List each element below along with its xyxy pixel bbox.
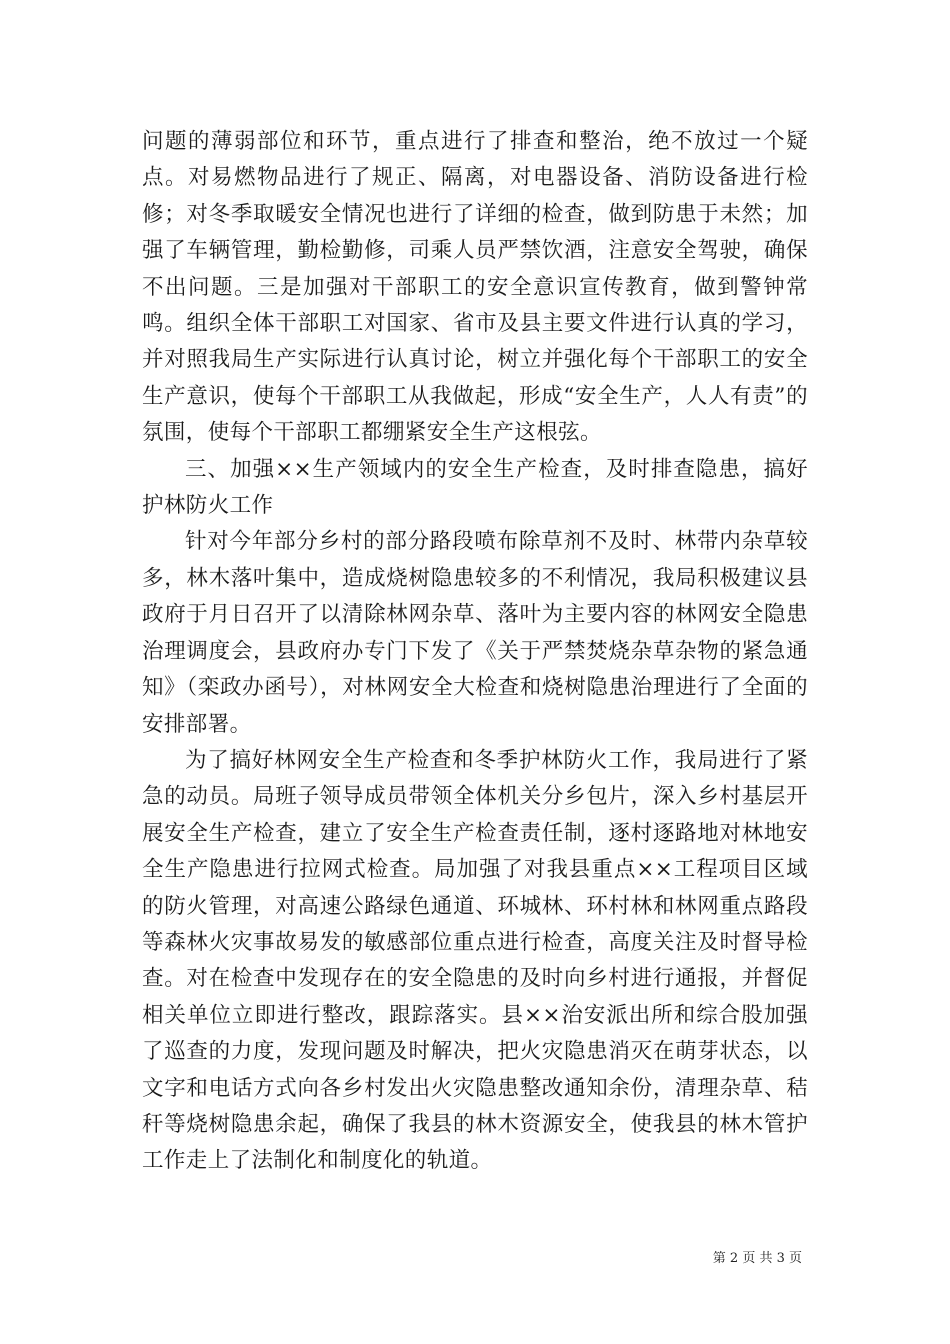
- document-body: [142, 124, 808, 1180]
- paragraph: 为了搞好林网安全生产检查和冬季护林防火工作，我局进行了紧急的动员。局班子领导成员带领全体机关分乡包片，深入乡村基层开展安全生产检查，建立了安全生产检查责任制，逐村逐路地对林地安全生产隐患进行拉网式检查。局加强了对我县重点××工程项目区域的防火管理，对高速公路绿色通道、环城林、环村林和林网重点路段等森林火灾事故易发的敏感部位重点进行检查，高度关注及时督导检查。对在检查中发现存在的安全隐患的及时向乡村进行通报，并督促相关单位立即进行整改，跟踪落实。县××治安派出所和综合股加强了巡查的力度，发现问题及时解决，把火灾隐患消灭在萌芽状态，以文字和电话方式向各乡村发出火灾隐患整改通知余份，清理杂草、秸秆等烧树隐患余起，确保了我县的林木资源安全，使我县的林木管护工作走上了法制化和制度化的轨道。: [142, 747, 808, 1174]
- paragraph: 针对今年部分乡村的部分路段喷布除草剂不及时、林带内杂草较多，林木落叶集中，造成烧树隐患较多的不利情况，我局积极建议县政府于月日召开了以清除林网杂草、落叶为主要内容的林网安全隐患治理调度会，县政府办专门下发了《关于严禁焚烧杂草杂物的紧急通知》（栾政办函号），对林网安全大检查和烧树隐患治理进行了全面的安排部署。: [142, 529, 808, 737]
- page-number-footer: 第 2 页 共 3 页: [712, 1251, 802, 1266]
- section-heading: 三、加强××生产领域内的安全生产检查，及时排查隐患，搞好护林防火工作: [142, 456, 808, 519]
- paragraph-continuation: 问题的薄弱部位和环节，重点进行了排查和整治，绝不放过一个疑点。对易燃物品进行了规正、隔离，对电器设备、消防设备进行检修；对冬季取暖安全情况也进行了详细的检查，做到防患于未然；加强了车辆管理，勤检勤修，司乘人员严禁饮酒，注意安全驾驶，确保不出问题。三是加强对干部职工的安全意识宣传教育，做到警钟常鸣。组织全体干部职工对国家、省市及县主要文件进行认真的学习，并对照我局生产实际进行认真讨论，树立并强化每个干部职工的安全生产意识，使每个干部职工从我做起，形成“安全生产，人人有责”的氛围，使每个干部职工都绷紧安全生产这根弦。: [142, 129, 808, 446]
